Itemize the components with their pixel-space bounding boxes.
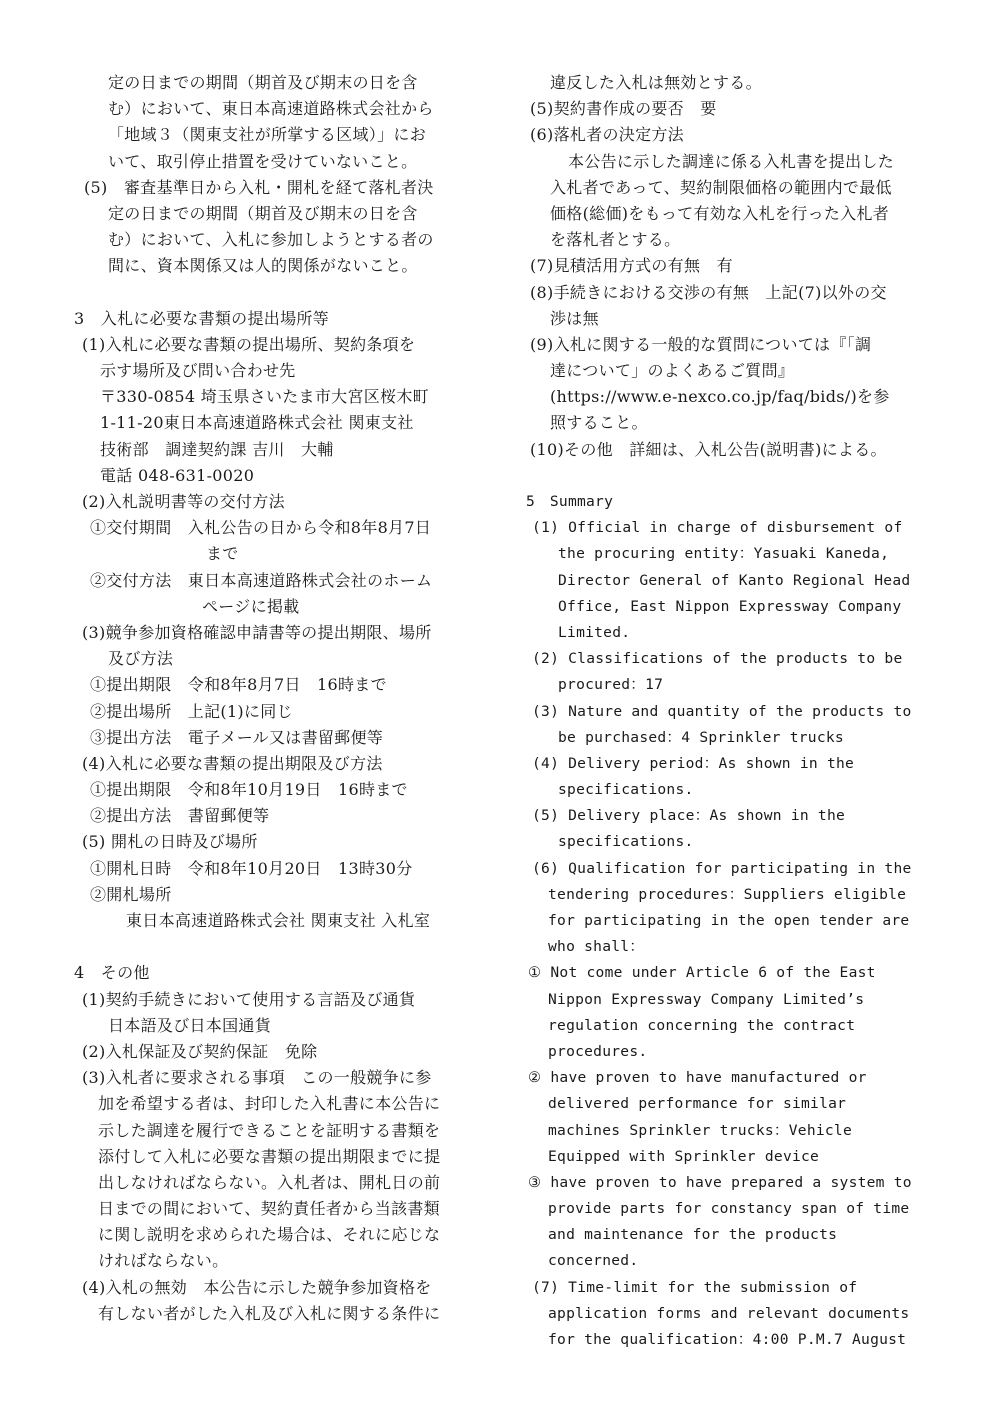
text-line: (5) 開札の日時及び場所 (82, 832, 258, 852)
text-line: (8)手続きにおける交渉の有無 上記(7)以外の交 (530, 282, 887, 302)
text-line: 渉は無 (550, 308, 599, 328)
text-line: 達について」のよくあるご質問』 (550, 361, 795, 381)
text-line: (3)入札者に要求される事項 この一般競争に参 (82, 1068, 432, 1088)
text-line: (2)入札説明書等の交付方法 (82, 492, 285, 511)
text-line: 加を希望する者は、封印した入札書に本公告に (98, 1094, 441, 1114)
text-line: 定の日までの期間（期首及び期末の日を含 (108, 203, 418, 223)
text-line: ②開札場所 (90, 884, 172, 904)
text-line: ①提出期限 令和8年8月7日 16時まで (90, 675, 387, 695)
left-column (74, 70, 494, 1327)
text-line: (1)契約手続きにおいて使用する言語及び通貨 (82, 989, 416, 1009)
text-line: Nippon Expressway Company Limited’s (548, 990, 865, 1008)
text-line: ① Not come under Article 6 of the East (528, 964, 876, 982)
text-line: delivered performance for similar (548, 1095, 847, 1113)
text-line: 4 その他 (74, 963, 150, 983)
text-line: 技術部 調達契約課 吉川 大輔 (100, 439, 334, 459)
text-line: ①提出期限 令和8年10月19日 16時まで (90, 780, 408, 800)
text-line: procured：17 (558, 676, 664, 694)
text-line: 〒330-0854 埼玉県さいたま市大宮区桜木町 (100, 387, 429, 407)
text-line: concerned. (548, 1252, 639, 1270)
text-line: (6) Qualification for participating in the (532, 859, 912, 877)
text-line: (4)入札に必要な書類の提出期限及び方法 (82, 753, 383, 773)
text-line: 及び方法 (108, 649, 174, 669)
text-line: (4) Delivery period：As shown in the (532, 754, 855, 772)
text-line: 違反した入札は無効とする。 (550, 73, 762, 92)
text-line: む）において、東日本高速道路株式会社から (108, 99, 434, 119)
text-line: 本公告に示した調達に係る入札書を提出した (568, 151, 895, 171)
text-line: む）において、入札に参加しようとする者の (108, 230, 434, 250)
text-line: for participating in the open tender are (548, 912, 910, 929)
blank-line (74, 280, 494, 306)
text-line: 定の日までの期間（期首及び期末の日を含 (108, 73, 418, 92)
text-line: ③提出方法 電子メール又は書留郵便等 (90, 727, 384, 747)
text-line: and maintenance for the products (548, 1226, 838, 1244)
text-line: ければならない。 (98, 1251, 229, 1271)
text-line: (9)入札に関する一般的な質問については『「調 (530, 334, 872, 354)
text-line: 日までの間において、契約責任者から当該書類 (98, 1199, 440, 1219)
text-line: ③ have proven to have prepared a system to (528, 1173, 912, 1191)
text-line: 照すること。 (550, 413, 648, 433)
text-line: ②提出方法 書留郵便等 (90, 806, 270, 826)
text-line: provide parts for constancy span of time (548, 1200, 910, 1218)
text-line: (3) Nature and quantity of the products to (532, 702, 912, 720)
text-line: Equipped with Sprinkler device (548, 1147, 820, 1165)
text-line: まで (206, 544, 239, 564)
text-line: 5 Summary (526, 493, 614, 510)
text-line: 示した調達を履行できることを証明する書類を (98, 1120, 441, 1140)
text-line: 間に、資本関係又は人的関係がないこと。 (108, 256, 418, 276)
text-line: 3 入札に必要な書類の提出場所等 (74, 308, 329, 328)
text-line: 電話 048-631-0020 (100, 465, 255, 485)
text-line: 有しない者がした入札及び入札に関する条件に (98, 1303, 441, 1323)
text-line: Office, East Nippon Expressway Company (558, 597, 902, 615)
text-line: 日本語及び日本国通貨 (108, 1015, 272, 1035)
text-line: the procuring entity：Yasuaki Kaneda, (558, 545, 890, 563)
text-line: (https://www.e-nexco.co.jp/faq/bids/)を参 (550, 387, 890, 407)
text-line: ② have proven to have manufactured or (528, 1069, 867, 1087)
text-line: specifications. (558, 781, 694, 799)
text-line: (7)見積活用方式の有無 有 (530, 256, 733, 276)
text-line: 出しなければならない。入札者は、開札日の前 (98, 1172, 441, 1192)
blank-line (526, 463, 946, 489)
text-line: に関し説明を求められた場合は、それに応じな (98, 1225, 441, 1245)
text-line: (5) Delivery place：As shown in the (532, 807, 846, 825)
right-column (526, 70, 946, 1353)
text-line: (1) Official in charge of disbursement of (532, 519, 903, 537)
text-line: ①交付期間 入札公告の日から令和8年8月7日 (90, 518, 432, 538)
text-line: be purchased：4 Sprinkler trucks (558, 728, 844, 746)
text-line: ②交付方法 東日本高速道路株式会社のホーム (90, 570, 433, 590)
text-line: (10)その他 詳細は、入札公告(説明書)による。 (530, 439, 887, 459)
text-line: (6)落札者の決定方法 (530, 125, 684, 145)
text-line: 価格(総価)をもって有効な入札を行った入札者 (550, 203, 890, 223)
text-line: 「地域３（関東支社が所掌する区域）」にお (108, 125, 427, 145)
text-line: (5) 審査基準日から入札・開札を経て落札者決 (84, 177, 434, 197)
text-line: ページに掲載 (202, 596, 300, 616)
text-line: machines Sprinkler trucks：Vehicle (548, 1121, 853, 1139)
text-line: Director General of Kanto Regional Head (558, 571, 911, 589)
text-line: for the qualification：4:00 P.M.7 August (548, 1331, 907, 1348)
text-line: を落札者とする。 (550, 230, 681, 250)
text-line: specifications. (558, 833, 694, 851)
text-line: 示す場所及び問い合わせ先 (100, 361, 296, 381)
text-line: (2)入札保証及び契約保証 免除 (82, 1041, 318, 1061)
text-line: application forms and relevant documents (548, 1304, 910, 1322)
text-line: いて、取引停止措置を受けていないこと。 (108, 151, 418, 171)
text-line: procedures. (548, 1042, 648, 1060)
text-line: (4)入札の無効 本公告に示した競争参加資格を (82, 1277, 432, 1297)
text-line: Limited. (558, 623, 631, 641)
text-line: who shall： (548, 938, 645, 956)
text-line: (3)競争参加資格確認申請書等の提出期限、場所 (82, 622, 432, 642)
text-line: (2) Classifications of the products to be (532, 650, 903, 668)
text-line: (5)契約書作成の要否 要 (530, 99, 717, 119)
text-line: 東日本高速道路株式会社 関東支社 入札室 (126, 911, 431, 930)
text-line: ②提出場所 上記(1)に同じ (90, 701, 293, 721)
text-line: (1)入札に必要な書類の提出場所、契約条項を (82, 334, 416, 354)
text-line: 1-11-20東日本高速道路株式会社 関東支社 (100, 413, 414, 433)
text-line: ①開札日時 令和8年10月20日 13時30分 (90, 858, 413, 878)
text-line: 添付して入札に必要な書類の提出期限までに提 (98, 1146, 441, 1166)
blank-line (74, 934, 494, 960)
text-line: (7) Time-limit for the submission of (532, 1278, 858, 1296)
text-line: 入札者であって、契約制限価格の範囲内で最低 (550, 177, 892, 197)
text-line: tendering procedures：Suppliers eligible (548, 885, 907, 903)
text-line: regulation concerning the contract (548, 1016, 856, 1034)
